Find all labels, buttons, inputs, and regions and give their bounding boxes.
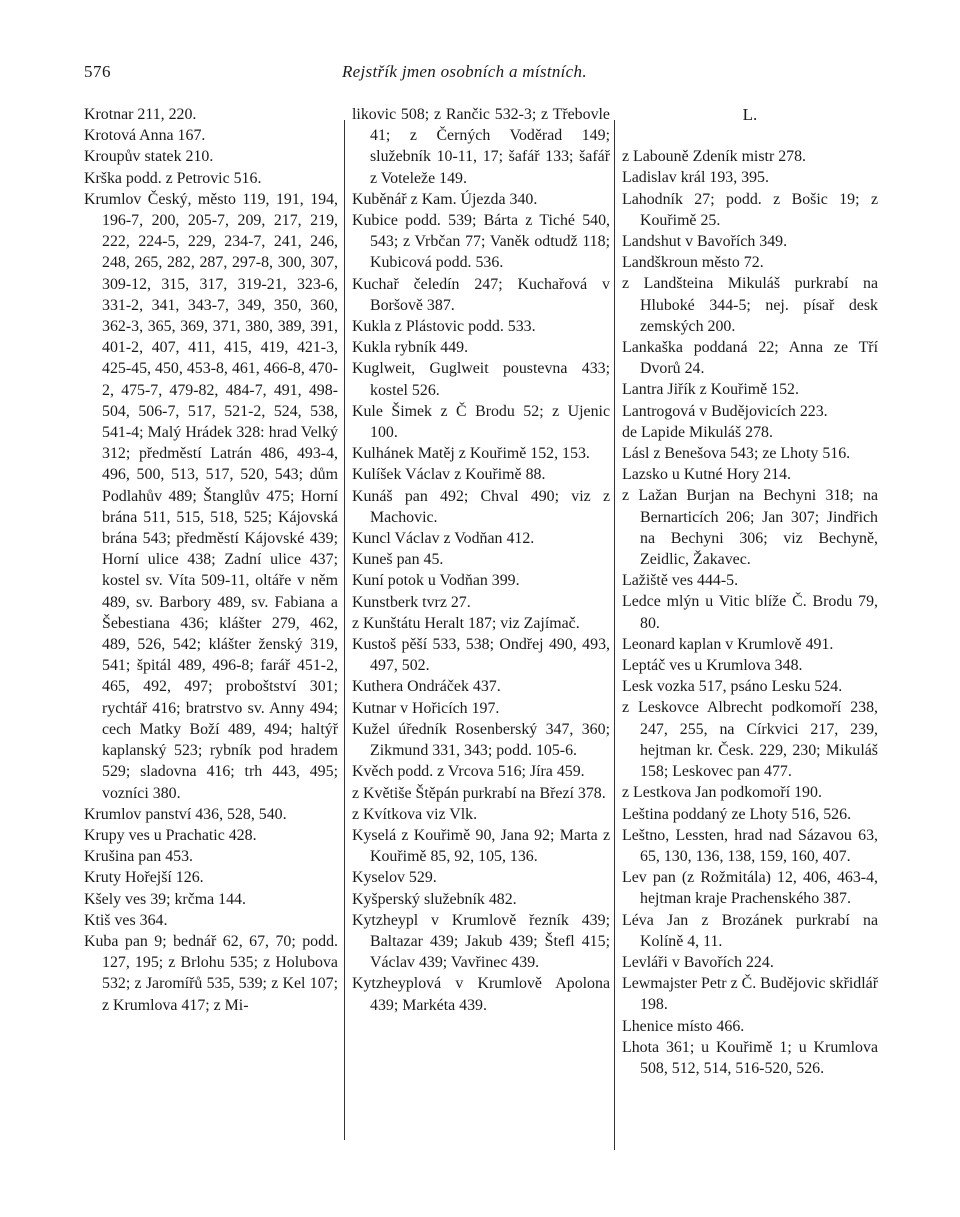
index-entry: Kyselá z Kouřimě 90, Jana 92; Marta z Kouřimě 85, 92, 105, 136. [352,826,610,866]
index-entry: z Kunštátu Heralt 187; viz Zajímač. [352,614,580,632]
index-entry: Kunáš pan 492; Chval 490; viz z Machovic. [352,487,610,526]
index-entry: Leština poddaný ze Lhoty 516, 526. [622,805,852,823]
index-entry: Ktiš ves 364. [84,911,168,929]
page-header [84,62,884,86]
index-entry: Kuběnář z Kam. Újezda 340. [352,190,538,208]
index-entry: Kulhánek Matěj z Kouřimě 152, 153. [352,445,590,463]
index-entry: Krupy ves u Prachatic 428. [84,826,257,844]
section-heading: L. [742,105,758,124]
index-entry: Kužel úředník Rosenberský 347, 360; Zikmund 331, 343; podd. 105-6. [352,720,610,760]
index-entry: Kyšperský služebník 482. [352,890,517,908]
index-entry: Kukla z Plástovic podd. 533. [352,318,536,336]
index-entry: Kubice podd. 539; Bárta z Tiché 540, 543; z Vrbčan 77; Vaněk odtudž 118; Kubicová podd. 536. [352,212,610,272]
index-entry: z Leskovce Albrecht podkomoří 238, 247, 255, na Církvici 217, 239, hejtman kr. Česk. 229, 230; Mikuláš 158; Leskovec pan 477. [622,699,878,781]
index-entry: Kutnar v Hořicích 197. [352,699,500,717]
index-entry: Kšely ves 39; krčma 144. [84,890,246,908]
index-entry: z Lažan Burjan na Bechyni 318; na Bernarticích 206; Jan 307; Jindřich na Bechyni 306; viz Bechyně, Zeidlic, Žakavec. [622,487,878,569]
index-entry: Kruty Hořejší 126. [84,869,204,887]
index-column-2 [352,104,610,1016]
column-divider [614,120,615,1150]
index-entry: Krotnar 211, 220. [84,106,197,123]
index-entry: Kule Šimek z Č Brodu 52; z Ujenic 100. [352,402,610,442]
index-entry: de Lapide Mikuláš 278. [622,423,773,441]
index-entry: Lazsko u Kutné Hory 214. [622,466,792,484]
index-entry: Lewmajster Petr z Č. Budějovic skřidlář 198. [622,975,878,1014]
index-entry: Lev pan (z Rožmitála) 12, 406, 463-4, hejtman kraje Prachenského 387. [622,869,878,908]
index-entry: Kytzheypl v Krumlově řezník 439; Baltazar 439; Jakub 439; Štefl 415; Václav 439; Vavřinec 439. [352,911,610,972]
index-entry: Kuncl Václav z Vodňan 412. [352,530,535,548]
index-entry: Lesk vozka 517, psáno Lesku 524. [622,678,843,696]
index-entry: Kukla rybník 449. [352,339,469,357]
index-entry: Kuchař čeledín 247; Kuchařová v Boršově 387. [352,275,610,314]
index-entry: z Landšteina Mikuláš purkrabí na Hluboké 344-5; nej. písař desk zemských 200. [622,275,878,335]
index-entry: Landškroun město 72. [622,254,764,272]
index-entry: Leonard kaplan v Krumlově 491. [622,635,834,653]
index-entry: Ledce mlýn u Vitic blíže Č. Brodu 79, 80. [622,593,878,632]
index-entry: Ladislav král 193, 395. [622,169,769,187]
index-entry: Lažiště ves 444-5. [622,572,739,590]
column-divider [344,120,345,1140]
index-entry: Lhenice místo 466. [622,1017,745,1035]
running-title: Rejstřík jmen osobních a místních. [342,62,587,81]
index-column-1 [84,104,338,1016]
index-entry: Landshut v Bavořích 349. [622,233,788,251]
index-entry: Kytzheyplová v Krumlově Apolona 439; Markéta 439. [352,975,610,1014]
index-entry: Leptáč ves u Krumlova 348. [622,657,803,675]
index-entry: Kulíšek Václav z Kouřimě 88. [352,466,546,484]
index-entry: z Lestkova Jan podkomoří 190. [622,784,822,802]
index-column-3-entries [622,146,878,1079]
index-entry: Kroupův statek 210. [84,148,214,166]
index-entry: Lhota 361; u Kouřimě 1; u Krumlova 508, 512, 514, 516-520, 526. [622,1038,878,1077]
index-entry: Krušina pan 453. [84,848,194,866]
index-entry: z Květiše Štěpán purkrabí na Březí 378. [352,784,606,802]
index-entry: Lantrogová v Budějovicích 223. [622,402,828,420]
index-entry: Kuní potok u Vodňan 399. [352,572,520,590]
index-entry: Kuglweit, Guglweit poustevna 433; kostel 526. [352,360,610,399]
index-entry: Levláři v Bavořích 224. [622,953,774,971]
index-entry: z Labouně Zdeník mistr 278. [622,148,807,166]
index-entry: Leštno, Lessten, hrad nad Sázavou 63, 65, 130, 136, 138, 159, 160, 407. [622,826,878,865]
index-column-3 [622,104,878,1079]
index-entry: Lásl z Benešova 543; ze Lhoty 516. [622,445,851,463]
index-entry: Krumlov panství 436, 528, 540. [84,805,287,823]
index-entry: z Kvítkova viz Vlk. [352,805,478,823]
index-entry: Kuthera Ondráček 437. [352,678,501,696]
index-entry: Lantra Jiřík z Kouřimě 152. [622,381,799,399]
page-number: 576 [84,62,111,81]
index-entry: Kunstberk tvrz 27. [352,593,471,611]
index-entry: Lahodník 27; podd. z Bošic 19; z Kouřimě 25. [622,190,878,229]
index-entry: Léva Jan z Brozánek purkrabí na Kolíně 4, 11. [622,911,878,950]
index-entry: Kvěch podd. z Vrcova 516; Jíra 459. [352,763,585,781]
index-entry: likovic 508; z Rančic 532-3; z Třebovle 41; z Černých Voděrad 149; služebník 10-11, 17; šafář 133; šafář z Voteleže 149. [352,106,610,187]
index-entry: Kuba pan 9; bednář 62, 67, 70; podd. 127, 195; z Brlohu 535; z Holubova 532; z Jaromířů 535, 539; z Kel 107; z Krumlova 417; z Mi- [84,932,338,1014]
index-entry: Lankaška poddaná 22; Anna ze Tří Dvorů 24. [622,339,878,378]
index-entry: Krumlov Český, město 119, 191, 194, 196-7, 200, 205-7, 209, 217, 219, 222, 224-5, 229, 234-7, 241, 246, 248, 265, 282, 287, 297-8, 300, 307, 309-12, 315, 317, 319-21, 323-6, 331-2, 341, 343-7, 349, 350, 360, 362-3, 365, 369, 371, 380, 389, 391, 401-2, 407, 411, 415, 419, 421-3, 425-45, 450, 453-8, 461, 466-8, 470-2, 475-7, 479-82, 484-7, 491, 498-504, 506-7, 517, 521-2, 524, 538, 541-4; Malý Hrádek 328: hrad Velký 312; předměstí Latrán 486, 493-4, 496, 500, 513, 517, 520, 543; dům Podlahův 489; Štanglův 475; Horní brána 511, 515, 518, 525; Kájovská brána 543; předměstí Kájovské 439; Horní ulice 438; Zadní ulice 437; kostel sv. Víta 509-11, oltáře v něm 489, sv. Barbory 489, sv. Fabiana a Šebestiana 436; klášter 279, 462, 489, 526, 542; klášter ženský 319, 541; špitál 489, 496-8; farář 451-2, 465, 492, 497; proboštství 301; rychtář 416; bratrstvo sv. Anny 494; cech Matky Boží 489, 494; haltýř kaplanský 523; rybník pod hradem 529; sladovna 416; trh 443, 495; vozníci 380. [84,190,338,802]
index-entry: Krotová Anna 167. [84,127,206,145]
index-entry: Kuneš pan 45. [352,551,444,569]
index-entry: Kyselov 529. [352,869,437,887]
index-entry: Krška podd. z Petrovic 516. [84,169,262,187]
index-entry: Kustoš pěší 533, 538; Ondřej 490, 493, 497, 502. [352,636,610,675]
